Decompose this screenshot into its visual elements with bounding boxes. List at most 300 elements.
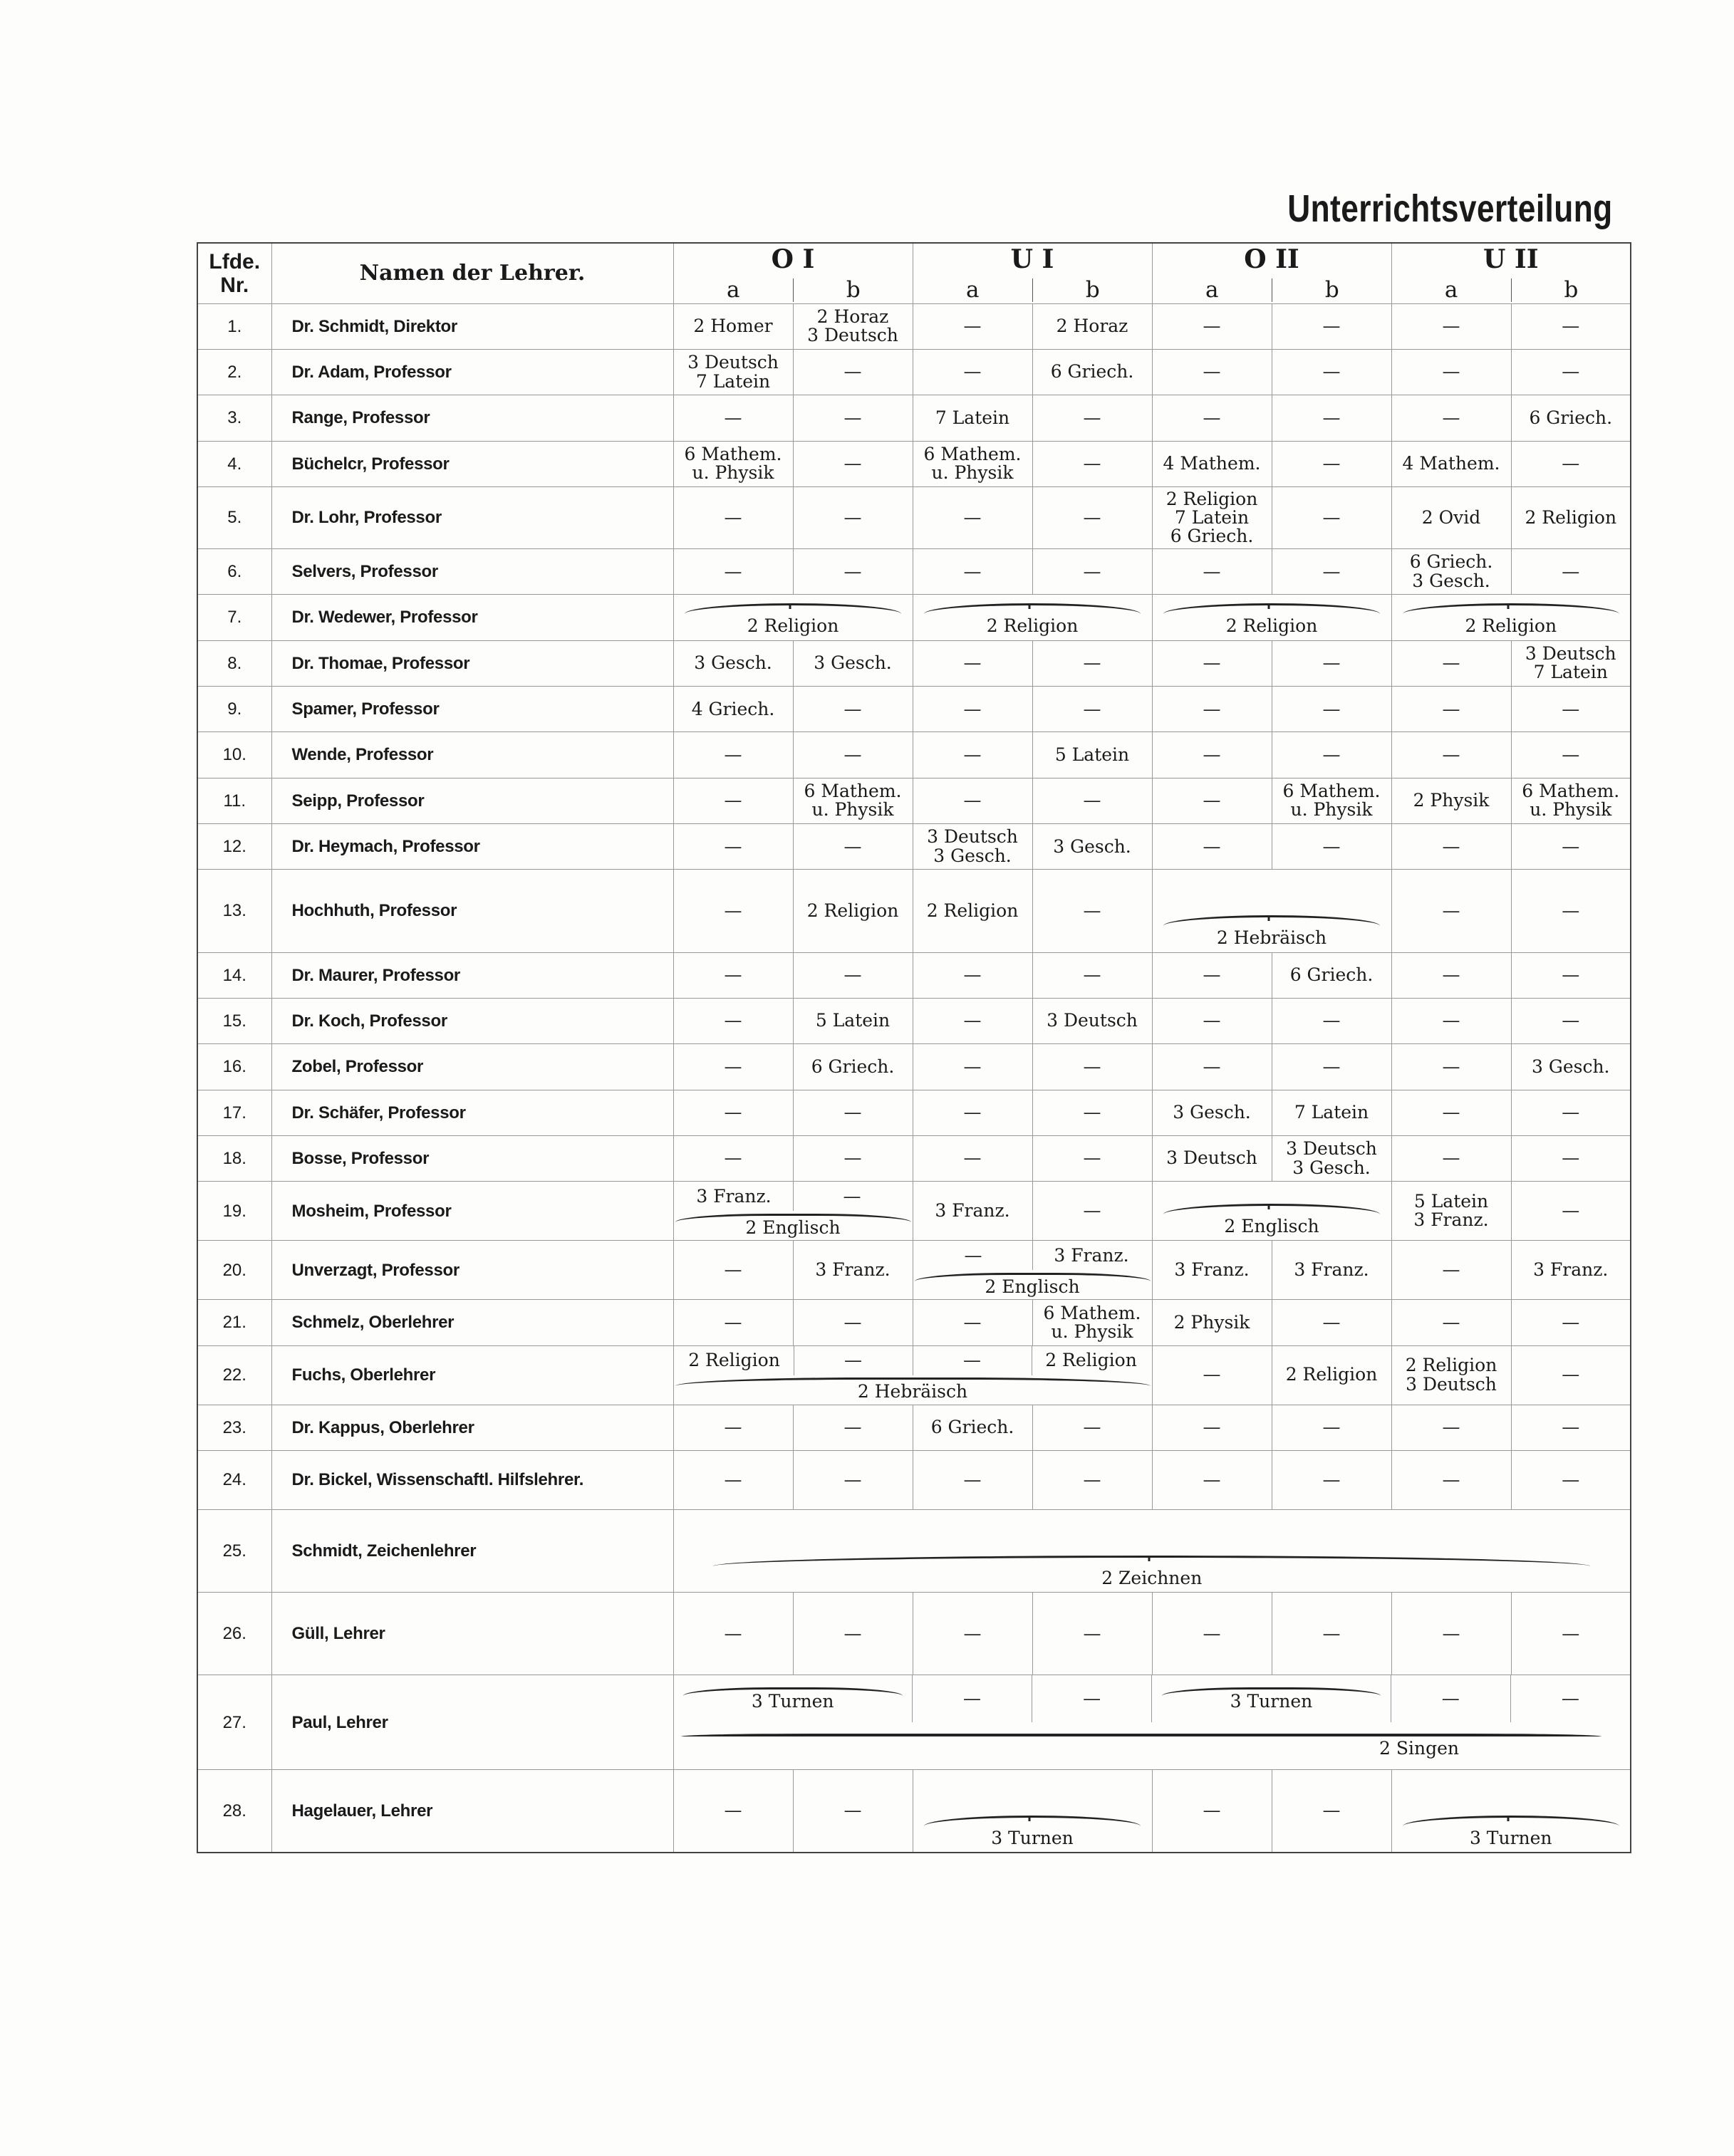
subject-cell: —: [1272, 549, 1391, 595]
subject-entry: —: [1032, 1675, 1152, 1722]
merged-label: 2 Zeichnen: [1101, 1567, 1203, 1588]
row-number: 7.: [197, 595, 271, 640]
teacher-name: Fuchs, Oberlehrer: [271, 1345, 673, 1405]
teaching-distribution-table: [197, 242, 1631, 1853]
subject-cell: —: [673, 1593, 793, 1675]
subject-cell: —: [913, 349, 1032, 395]
table-row: [197, 640, 1631, 686]
merged-label: 3 Turnen: [1469, 1827, 1552, 1848]
teacher-name: Hagelauer, Lehrer: [271, 1770, 673, 1853]
merged-cell: [1391, 595, 1631, 640]
class-label: U II: [1483, 244, 1539, 274]
teacher-name: Zobel, Professor: [271, 1044, 673, 1090]
subject-cell: —: [1272, 640, 1391, 686]
subject-cell: —: [1032, 1044, 1152, 1090]
subject-cell: —: [793, 732, 913, 778]
row-number: 22.: [197, 1345, 271, 1405]
subject-cell: —: [1272, 1405, 1391, 1450]
row-number: 18.: [197, 1135, 271, 1181]
brace-mark: [713, 1556, 1590, 1566]
subject-cell: 2 Religion: [1511, 486, 1631, 548]
class-label: O I: [771, 244, 815, 274]
merged-label: 2 Englisch: [1224, 1215, 1319, 1236]
merged-cell: [913, 595, 1152, 640]
subject-cell: —: [913, 1044, 1032, 1090]
subject-cell: —: [1032, 952, 1152, 998]
subject-cell: —: [1391, 395, 1511, 441]
section-a-label: a: [727, 277, 740, 303]
subject-cell: —: [1511, 1345, 1631, 1405]
subject-cell: 6 Mathem. u. Physik: [1272, 778, 1391, 823]
subject-cell: —: [1511, 1135, 1631, 1181]
row-number: 13.: [197, 870, 271, 952]
subject-cell: 3 Deutsch 7 Latein: [1511, 640, 1631, 686]
merged-cell: [913, 1770, 1152, 1853]
subject-cell: —: [1272, 1450, 1391, 1509]
subject-cell: 2 Religion 7 Latein 6 Griech.: [1152, 486, 1272, 548]
subject-cell: —: [1272, 395, 1391, 441]
subject-cell: —: [1511, 687, 1631, 732]
brace-group: [915, 595, 1151, 640]
subject-cell: —: [913, 486, 1032, 548]
subject-cell: —: [1152, 952, 1272, 998]
subject-cell: —: [673, 549, 793, 595]
subject-entry: —: [843, 1185, 861, 1207]
teacher-name: Dr. Koch, Professor: [271, 998, 673, 1043]
subject-cell: —: [1152, 395, 1272, 441]
subject-cell: —: [1511, 998, 1631, 1043]
subject-entry: 3 Franz.: [1054, 1244, 1129, 1266]
row-number: 9.: [197, 687, 271, 732]
brace-mark: [924, 1816, 1141, 1826]
subject-cell: 3 Deutsch 3 Gesch.: [1272, 1135, 1391, 1181]
subject-cell: —: [1272, 1044, 1391, 1090]
brace-group: [675, 1510, 1629, 1592]
subject-cell: —: [1272, 998, 1391, 1043]
split-merged-cell: [913, 1241, 1152, 1300]
subject-cell: —: [793, 824, 913, 870]
subject-cell: 6 Mathem. u. Physik: [1032, 1300, 1152, 1345]
subject-cell: —: [913, 952, 1032, 998]
subject-entry: —: [1391, 1675, 1511, 1722]
table-row: [197, 1044, 1631, 1090]
merged-label: 3 Turnen: [1162, 1687, 1381, 1711]
subject-cell: —: [793, 1770, 913, 1853]
subject-cell: 4 Mathem.: [1391, 441, 1511, 486]
teacher-name: Büchelcr, Professor: [271, 441, 673, 486]
brace-mark: [685, 603, 902, 614]
subject-cell: —: [673, 1241, 793, 1300]
table-row: [197, 1593, 1631, 1675]
subject-cell: 3 Franz.: [1272, 1241, 1391, 1300]
subject-cell: 3 Franz.: [1511, 1241, 1631, 1300]
subject-cell: —: [1032, 687, 1152, 732]
subject-cell: 4 Griech.: [673, 687, 793, 732]
subject-cell: —: [673, 824, 793, 870]
teacher-name: Schmidt, Zeichenlehrer: [271, 1509, 673, 1592]
subject-cell: —: [1272, 1770, 1391, 1853]
subject-cell: 5 Latein: [1032, 732, 1152, 778]
subject-cell: —: [793, 1450, 913, 1509]
subject-cell: 6 Mathem. u. Physik: [1511, 778, 1631, 823]
row-number: 1.: [197, 303, 271, 349]
subject-cell: 6 Griech. 3 Gesch.: [1391, 549, 1511, 595]
table-row: [197, 395, 1631, 441]
subject-cell: —: [1511, 870, 1631, 952]
subject-cell: —: [1391, 1090, 1511, 1135]
subject-cell: 3 Deutsch: [1152, 1135, 1272, 1181]
subject-cell: —: [1152, 778, 1272, 823]
subject-cell: —: [1511, 1405, 1631, 1450]
teacher-name: Bosse, Professor: [271, 1135, 673, 1181]
split-merged-cell: [673, 1182, 913, 1241]
subject-cell: —: [673, 1090, 793, 1135]
table-row: [197, 1300, 1631, 1345]
subject-cell: —: [913, 549, 1032, 595]
subject-cell: 2 Religion: [793, 870, 913, 952]
merged-label: 2 Religion: [747, 615, 839, 637]
subject-cell: —: [1391, 1241, 1511, 1300]
teacher-name: Paul, Lehrer: [271, 1675, 673, 1770]
subject-cell: —: [1152, 1770, 1272, 1853]
teacher-name: Dr. Lohr, Professor: [271, 486, 673, 548]
merged-label: 2 Hebräisch: [675, 1378, 1151, 1401]
teacher-name: Dr. Maurer, Professor: [271, 952, 673, 998]
subject-cell: —: [1032, 1135, 1152, 1181]
merged-cell: [1152, 595, 1391, 640]
merged-label: 2 Englisch: [675, 1214, 911, 1237]
subject-cell: —: [1391, 1300, 1511, 1345]
subject-cell: —: [793, 952, 913, 998]
table-row: [197, 824, 1631, 870]
subject-cell: —: [1511, 303, 1631, 349]
subject-cell: 6 Griech.: [793, 1044, 913, 1090]
subject-cell: —: [1511, 1300, 1631, 1345]
subject-cell: 7 Latein: [913, 395, 1032, 441]
brace-mark: [1403, 603, 1619, 614]
row-number: 27.: [197, 1675, 271, 1770]
subject-cell: 3 Deutsch 7 Latein: [673, 349, 793, 395]
subject-cell: 2 Religion: [913, 870, 1032, 952]
subject-cell: 5 Latein 3 Franz.: [1391, 1182, 1511, 1241]
table-row: [197, 1090, 1631, 1135]
subject-cell: —: [1032, 1593, 1152, 1675]
teacher-name: Hochhuth, Professor: [271, 870, 673, 952]
merged-cell: [673, 1509, 1631, 1592]
subject-cell: —: [1032, 640, 1152, 686]
merged-cell: [673, 595, 913, 640]
subject-cell: —: [913, 1450, 1032, 1509]
page-title: Unterrichtsverteilung: [1287, 187, 1613, 230]
subject-cell: —: [793, 486, 913, 548]
subject-cell: 2 Horaz 3 Deutsch: [793, 303, 913, 349]
subject-cell: —: [1032, 549, 1152, 595]
row-number: 11.: [197, 778, 271, 823]
subject-cell: —: [673, 732, 793, 778]
subject-cell: —: [1511, 732, 1631, 778]
subject-cell: —: [913, 303, 1032, 349]
merged-label: 2 Hebräisch: [1216, 927, 1327, 949]
subject-entry: 3 Franz.: [675, 1182, 794, 1211]
column-header-name: Namen der Lehrer.: [271, 243, 673, 303]
subject-cell: 2 Physik: [1391, 778, 1511, 823]
subject-cell: —: [1152, 640, 1272, 686]
row-number: 12.: [197, 824, 271, 870]
row-number: 2.: [197, 349, 271, 395]
subject-cell: 2 Religion: [1272, 1345, 1391, 1405]
subject-cell: —: [1152, 687, 1272, 732]
subject-entry: —: [913, 1346, 1032, 1375]
teacher-name: Range, Professor: [271, 395, 673, 441]
subject-cell: —: [1032, 1182, 1152, 1241]
row-number: 19.: [197, 1182, 271, 1241]
subject-cell: 6 Griech.: [1272, 952, 1391, 998]
subject-cell: —: [793, 441, 913, 486]
subject-cell: —: [673, 1135, 793, 1181]
merged-cell: [1152, 870, 1391, 952]
subject-cell: —: [793, 349, 913, 395]
table-row: [197, 1135, 1631, 1181]
subject-entry: —: [913, 1675, 1032, 1722]
subject-cell: —: [793, 1593, 913, 1675]
subject-cell: —: [1272, 687, 1391, 732]
subject-cell: —: [1272, 1300, 1391, 1345]
split-merged-cell: [673, 1345, 1152, 1405]
row-number: 20.: [197, 1241, 271, 1300]
subject-cell: —: [673, 1450, 793, 1509]
subject-cell: —: [913, 1593, 1032, 1675]
subject-cell: —: [673, 870, 793, 952]
subject-cell: 3 Gesch.: [1032, 824, 1152, 870]
teacher-name: Selvers, Professor: [271, 549, 673, 595]
subject-cell: —: [1391, 303, 1511, 349]
subject-cell: —: [1272, 732, 1391, 778]
subject-cell: —: [1032, 1090, 1152, 1135]
teacher-name: Mosheim, Professor: [271, 1182, 673, 1241]
teacher-name: Güll, Lehrer: [271, 1593, 673, 1675]
row-number: 23.: [197, 1405, 271, 1450]
merged-cell: [673, 1675, 1631, 1770]
subject-cell: —: [673, 778, 793, 823]
teacher-name: Spamer, Professor: [271, 687, 673, 732]
table-row: [197, 1241, 1631, 1300]
subject-cell: —: [1391, 1593, 1511, 1675]
table-row: [197, 732, 1631, 778]
subject-cell: —: [1032, 486, 1152, 548]
subject-cell: —: [673, 998, 793, 1043]
subject-cell: 5 Latein: [793, 998, 913, 1043]
subject-cell: 6 Mathem. u. Physik: [793, 778, 913, 823]
subject-cell: 4 Mathem.: [1152, 441, 1272, 486]
subject-cell: —: [1272, 486, 1391, 548]
subject-entry: —: [1561, 1688, 1579, 1709]
merged-label: 2 Religion: [986, 615, 1079, 637]
subject-cell: —: [1511, 1450, 1631, 1509]
subject-cell: —: [1391, 1405, 1511, 1450]
subject-cell: —: [1511, 1593, 1631, 1675]
subject-cell: —: [1152, 1593, 1272, 1675]
subject-cell: —: [1032, 1405, 1152, 1450]
subject-cell: —: [913, 1300, 1032, 1345]
brace-group: [1393, 595, 1629, 640]
section-b-label: b: [1032, 278, 1152, 302]
teacher-name: Dr. Bickel, Wissenschaftl. Hilfslehrer.: [271, 1450, 673, 1509]
subject-cell: —: [673, 1405, 793, 1450]
row-number: 10.: [197, 732, 271, 778]
section-b-label: b: [793, 278, 913, 302]
table-row: [197, 1405, 1631, 1450]
row-number: 28.: [197, 1770, 271, 1853]
section-b-label: b: [1511, 278, 1631, 302]
subject-cell: —: [1511, 1182, 1631, 1241]
teacher-name: Dr. Schmidt, Direktor: [271, 303, 673, 349]
teacher-name: Dr. Kappus, Oberlehrer: [271, 1405, 673, 1450]
brace-group: [915, 1770, 1151, 1852]
row-number: 6.: [197, 549, 271, 595]
subject-cell: 2 Homer: [673, 303, 793, 349]
subject-cell: 6 Mathem. u. Physik: [913, 441, 1032, 486]
subject-cell: —: [1511, 549, 1631, 595]
merged-label: 2 Religion: [1225, 615, 1318, 637]
subject-cell: —: [1152, 1345, 1272, 1405]
row-number: 5.: [197, 486, 271, 548]
brace-mark: [924, 603, 1141, 614]
teacher-name: Dr. Wedewer, Professor: [271, 595, 673, 640]
subject-cell: —: [913, 1090, 1032, 1135]
subject-cell: 2 Ovid: [1391, 486, 1511, 548]
subject-cell: —: [1391, 998, 1511, 1043]
subject-cell: —: [913, 1135, 1032, 1181]
column-header-nr: Lfde. Nr.: [197, 243, 271, 303]
table-row: [197, 1182, 1631, 1241]
subject-cell: —: [673, 395, 793, 441]
table-row: [197, 870, 1631, 952]
teacher-name: Schmelz, Oberlehrer: [271, 1300, 673, 1345]
merged-label: 3 Turnen: [991, 1827, 1074, 1848]
table-row: [197, 441, 1631, 486]
teacher-name: Dr. Schäfer, Professor: [271, 1090, 673, 1135]
row-number: 14.: [197, 952, 271, 998]
subject-cell: —: [1032, 441, 1152, 486]
subject-cell: —: [1391, 1450, 1511, 1509]
table-row: [197, 687, 1631, 732]
subject-cell: —: [913, 998, 1032, 1043]
subject-cell: —: [673, 952, 793, 998]
subject-cell: —: [1152, 998, 1272, 1043]
subject-cell: 3 Gesch.: [1152, 1090, 1272, 1135]
table-row: [197, 1450, 1631, 1509]
merged-cell: [1152, 1182, 1391, 1241]
subject-cell: 3 Franz.: [1152, 1241, 1272, 1300]
subject-cell: 2 Horaz: [1032, 303, 1152, 349]
subject-cell: —: [1272, 441, 1391, 486]
brace-group: [675, 595, 911, 640]
subject-cell: 3 Gesch.: [793, 640, 913, 686]
subject-cell: —: [1152, 303, 1272, 349]
brace-group: [1154, 870, 1390, 952]
table-row: [197, 1509, 1631, 1592]
subject-cell: —: [1391, 687, 1511, 732]
table-row: [197, 998, 1631, 1043]
subject-cell: —: [1032, 778, 1152, 823]
row-number: 3.: [197, 395, 271, 441]
subject-cell: —: [1391, 732, 1511, 778]
merged-label: 2 Singen: [1379, 1737, 1459, 1759]
section-b-label: b: [1272, 278, 1391, 302]
subject-entry: —: [915, 1241, 1033, 1270]
table-row: [197, 595, 1631, 640]
subject-cell: —: [793, 687, 913, 732]
subject-cell: —: [673, 486, 793, 548]
teacher-name: Dr. Heymach, Professor: [271, 824, 673, 870]
subject-cell: —: [913, 687, 1032, 732]
subject-cell: —: [1152, 732, 1272, 778]
subject-cell: —: [673, 1044, 793, 1090]
table-row: [197, 303, 1631, 349]
row-number: 4.: [197, 441, 271, 486]
subject-cell: —: [1391, 870, 1511, 952]
merged-label: 3 Turnen: [683, 1687, 903, 1711]
subject-cell: —: [1511, 952, 1631, 998]
subject-cell: —: [913, 778, 1032, 823]
subject-cell: —: [1272, 824, 1391, 870]
subject-cell: 3 Franz.: [913, 1182, 1032, 1241]
subject-cell: —: [1391, 349, 1511, 395]
table-row: [197, 952, 1631, 998]
subject-cell: —: [1391, 1044, 1511, 1090]
subject-cell: —: [673, 1770, 793, 1853]
column-header-class: [1391, 243, 1631, 303]
subject-cell: —: [1272, 303, 1391, 349]
section-a-label: a: [1444, 277, 1458, 303]
merged-cell: [1391, 1770, 1631, 1853]
subject-cell: —: [793, 1300, 913, 1345]
subject-cell: —: [1272, 349, 1391, 395]
brace-group: [1154, 1182, 1390, 1240]
subject-cell: 6 Griech.: [913, 1405, 1032, 1450]
table-row: [197, 1345, 1631, 1405]
subject-cell: —: [1391, 824, 1511, 870]
column-header-class: [1152, 243, 1391, 303]
subject-cell: —: [1032, 395, 1152, 441]
column-header-class: [913, 243, 1152, 303]
brace-mark: [1163, 1204, 1381, 1214]
subject-cell: 2 Religion 3 Deutsch: [1391, 1345, 1511, 1405]
subject-cell: —: [1152, 1405, 1272, 1450]
class-label: U I: [1010, 244, 1054, 274]
subject-cell: 3 Franz.: [793, 1241, 913, 1300]
subject-cell: —: [793, 1090, 913, 1135]
subject-cell: —: [1152, 349, 1272, 395]
teacher-name: Seipp, Professor: [271, 778, 673, 823]
subject-cell: —: [1511, 441, 1631, 486]
row-number: 16.: [197, 1044, 271, 1090]
teacher-name: Dr. Adam, Professor: [271, 349, 673, 395]
class-label: O II: [1244, 244, 1299, 274]
teacher-name: Dr. Thomae, Professor: [271, 640, 673, 686]
header-row: [197, 243, 1631, 303]
table-row: [197, 549, 1631, 595]
row-number: 25.: [197, 1509, 271, 1592]
subject-cell: —: [1511, 1090, 1631, 1135]
subject-cell: —: [1391, 1135, 1511, 1181]
subject-cell: —: [1152, 1450, 1272, 1509]
subject-cell: —: [1152, 549, 1272, 595]
table-row: [197, 486, 1631, 548]
table-row: [197, 1770, 1631, 1853]
subject-entry: 2 Religion: [675, 1346, 794, 1375]
row-number: 17.: [197, 1090, 271, 1135]
